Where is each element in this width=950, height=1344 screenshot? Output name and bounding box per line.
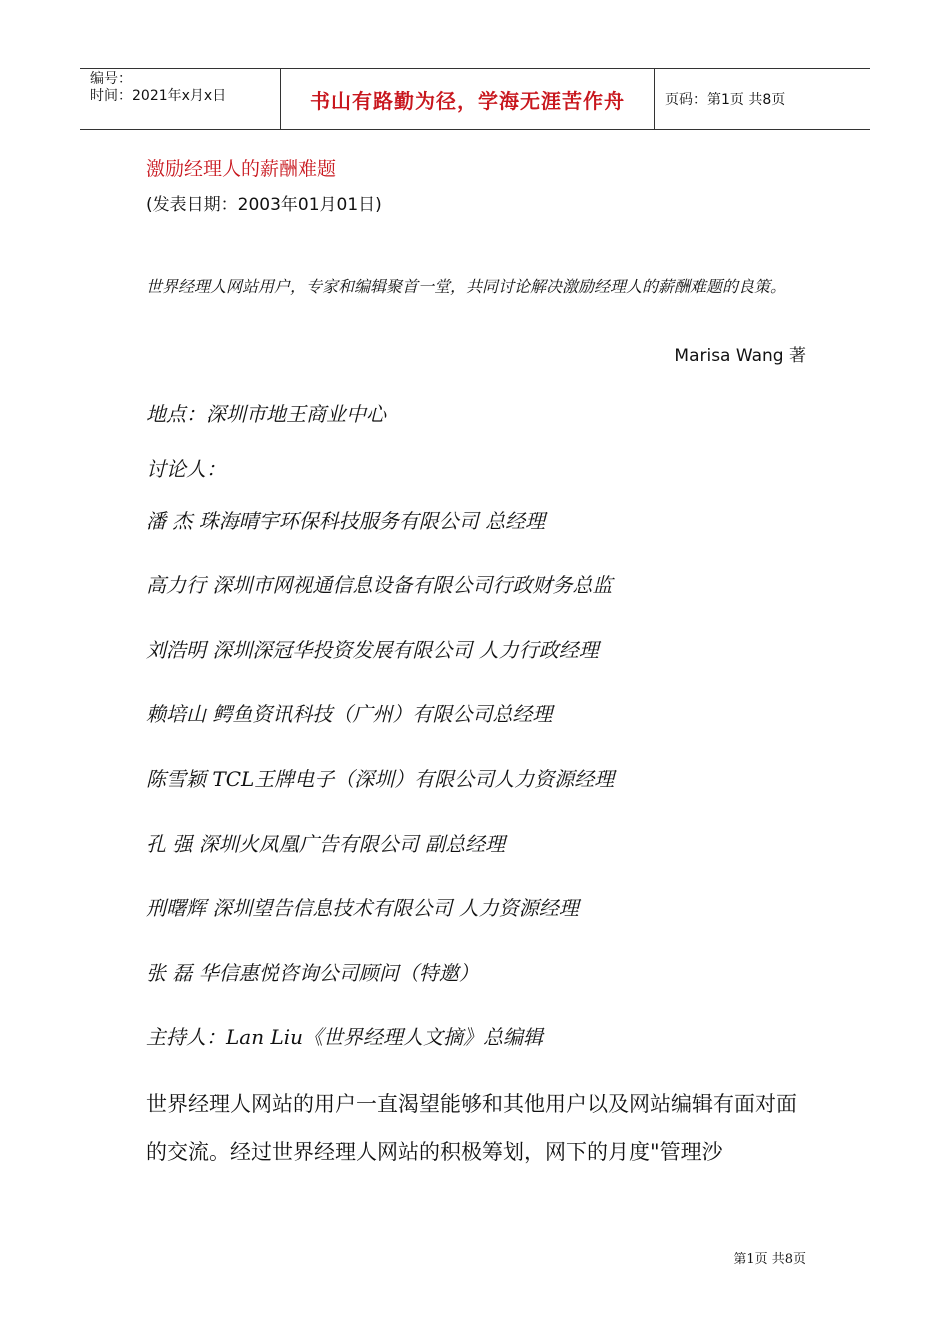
article-date: (发表日期：2003年01月01日) (146, 195, 382, 215)
location-line: 地点：深圳市地王商业中心 (146, 402, 386, 426)
discussants-label: 讨论人： (146, 457, 226, 481)
discussant-item: 张 磊 华信惠悦咨询公司顾问（特邀） (146, 961, 479, 985)
discussant-item: 孔 强 深圳火凤凰广告有限公司 副总经理 (146, 832, 506, 856)
article-intro: 世界经理人网站用户，专家和编辑聚首一堂，共同讨论解决激励经理人的薪酬难题的良策。 (146, 277, 787, 296)
discussant-item: 刑曙辉 深圳望告信息技术有限公司 人力资源经理 (146, 896, 579, 920)
article-title: 激励经理人的薪酬难题 (146, 158, 337, 180)
header-page-info: 页码：第1页 共8页 (665, 92, 786, 108)
discussant-item: 陈雪颖 TCL王牌电子（深圳）有限公司人力资源经理 (146, 767, 615, 791)
article-author: Marisa Wang 著 (674, 346, 806, 366)
page-footer: 第1页 共8页 (733, 1252, 806, 1267)
discussant-item: 赖培山 鳄鱼资讯科技（广州）有限公司总经理 (146, 702, 553, 726)
header-meta (80, 69, 281, 129)
header-number: 编号： (90, 71, 132, 87)
host-line: 主持人：Lan Liu《世界经理人文摘》总编辑 (146, 1025, 544, 1049)
discussant-item: 刘浩明 深圳深冠华投资发展有限公司 人力行政经理 (146, 638, 599, 662)
article-body: 世界经理人网站的用户一直渴望能够和其他用户以及网站编辑有面对面的交流。经过世界经理人网站的积极筹划，网下的月度"管理沙 (146, 1092, 797, 1164)
header-motto: 书山有路勤为径，学海无涯苦作舟 (281, 69, 655, 129)
discussant-item: 高力行 深圳市网视通信息设备有限公司行政财务总监 (146, 573, 613, 597)
page-header (80, 68, 870, 130)
discussant-item: 潘 杰 珠海晴宇环保科技服务有限公司 总经理 (146, 509, 546, 533)
header-time: 时间：2021年x月x日 (90, 88, 227, 104)
